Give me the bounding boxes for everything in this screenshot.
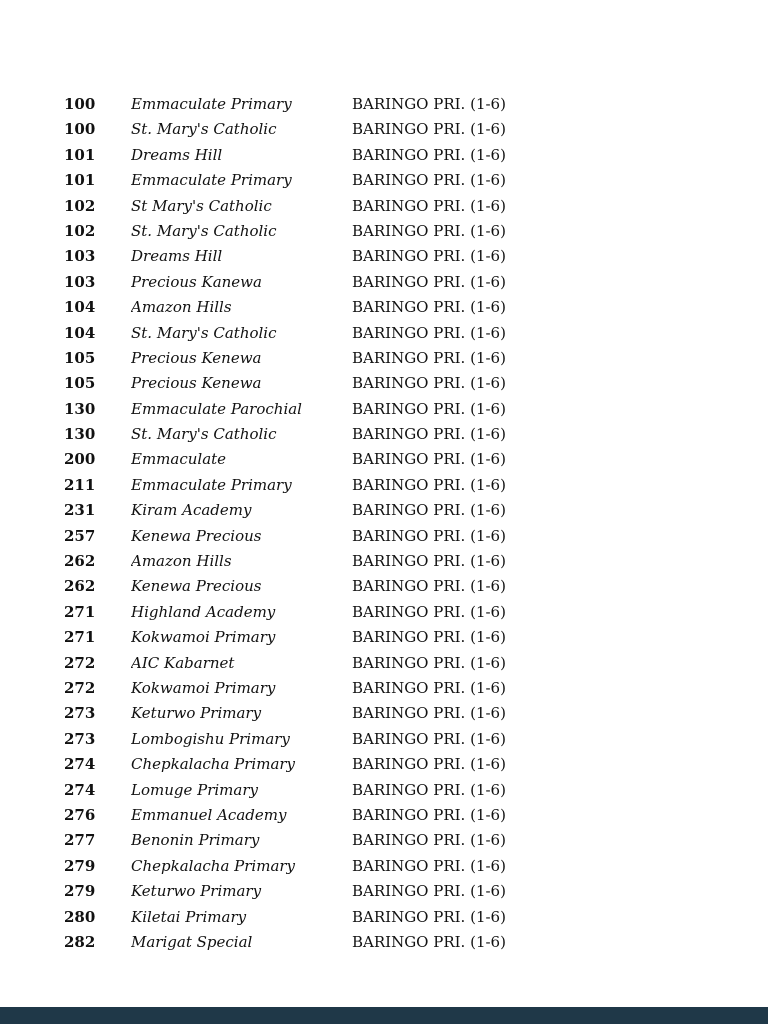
row-code: 276 xyxy=(64,805,96,824)
table-row xyxy=(64,295,728,320)
table-row xyxy=(64,473,728,498)
table-row xyxy=(64,701,728,726)
table-row xyxy=(64,371,728,396)
row-code: 277 xyxy=(64,831,96,850)
row-school-name: Lombogishu Primary xyxy=(131,729,290,748)
table-row xyxy=(64,600,728,625)
row-level: BARINGO PRI. (1-6) xyxy=(352,780,506,799)
row-code: 105 xyxy=(64,348,96,367)
row-code: 262 xyxy=(64,577,96,596)
table-row xyxy=(64,549,728,574)
row-school-name: Dreams Hill xyxy=(131,145,223,164)
row-school-name: Emmanuel Academy xyxy=(131,805,287,824)
school-list-table xyxy=(64,92,728,955)
row-level: BARINGO PRI. (1-6) xyxy=(352,374,506,393)
table-row xyxy=(64,244,728,269)
row-school-name: Amazon Hills xyxy=(131,298,232,317)
row-code: 103 xyxy=(64,247,96,266)
row-level: BARINGO PRI. (1-6) xyxy=(352,831,506,850)
row-school-name: Keturwo Primary xyxy=(131,882,262,901)
table-row xyxy=(64,574,728,599)
row-level: BARINGO PRI. (1-6) xyxy=(352,577,506,596)
row-code: 231 xyxy=(64,501,96,520)
table-row xyxy=(64,397,728,422)
row-level: BARINGO PRI. (1-6) xyxy=(352,120,506,139)
table-row xyxy=(64,422,728,447)
row-school-name: Chepkalacha Primary xyxy=(131,755,296,774)
row-level: BARINGO PRI. (1-6) xyxy=(352,323,506,342)
row-code: 101 xyxy=(64,145,96,164)
row-level: BARINGO PRI. (1-6) xyxy=(352,399,506,418)
row-level: BARINGO PRI. (1-6) xyxy=(352,628,506,647)
row-code: 272 xyxy=(64,678,96,697)
row-code: 279 xyxy=(64,856,96,875)
row-school-name: Precious Kanewa xyxy=(131,272,262,291)
table-row xyxy=(64,727,728,752)
table-row xyxy=(64,498,728,523)
row-code: 105 xyxy=(64,374,96,393)
row-code: 100 xyxy=(64,120,96,139)
row-school-name: Kenewa Precious xyxy=(131,577,262,596)
row-school-name: Kokwamoi Primary xyxy=(131,678,276,697)
table-row xyxy=(64,321,728,346)
row-school-name: Emmaculate Primary xyxy=(131,475,292,494)
row-code: 274 xyxy=(64,780,96,799)
row-school-name: St Mary's Catholic xyxy=(131,196,272,215)
row-school-name: AIC Kabarnet xyxy=(131,653,235,672)
row-school-name: Highland Academy xyxy=(131,602,276,621)
table-row xyxy=(64,270,728,295)
row-level: BARINGO PRI. (1-6) xyxy=(352,729,506,748)
table-row xyxy=(64,219,728,244)
row-level: BARINGO PRI. (1-6) xyxy=(352,552,506,571)
table-row xyxy=(64,854,728,879)
row-school-name: Lomuge Primary xyxy=(131,780,258,799)
row-code: 274 xyxy=(64,755,96,774)
table-row xyxy=(64,879,728,904)
row-level: BARINGO PRI. (1-6) xyxy=(352,602,506,621)
row-school-name: St. Mary's Catholic xyxy=(131,425,277,444)
table-row xyxy=(64,346,728,371)
table-row xyxy=(64,778,728,803)
row-school-name: Keturwo Primary xyxy=(131,704,262,723)
row-school-name: Chepkalacha Primary xyxy=(131,856,296,875)
row-code: 273 xyxy=(64,729,96,748)
row-school-name: Precious Kenewa xyxy=(131,374,262,393)
row-code: 103 xyxy=(64,272,96,291)
row-level: BARINGO PRI. (1-6) xyxy=(352,526,506,545)
row-level: BARINGO PRI. (1-6) xyxy=(352,856,506,875)
table-row xyxy=(64,117,728,142)
row-school-name: Precious Kenewa xyxy=(131,348,262,367)
row-level: BARINGO PRI. (1-6) xyxy=(352,425,506,444)
table-row xyxy=(64,752,728,777)
footer-bar xyxy=(0,1007,768,1024)
row-level: BARINGO PRI. (1-6) xyxy=(352,450,506,469)
row-level: BARINGO PRI. (1-6) xyxy=(352,907,506,926)
table-row xyxy=(64,92,728,117)
row-school-name: St. Mary's Catholic xyxy=(131,120,277,139)
row-level: BARINGO PRI. (1-6) xyxy=(352,348,506,367)
row-school-name: Benonin Primary xyxy=(131,831,260,850)
row-school-name: Marigat Special xyxy=(131,932,253,951)
row-school-name: Kiletai Primary xyxy=(131,907,247,926)
table-row xyxy=(64,905,728,930)
table-row xyxy=(64,143,728,168)
row-level: BARINGO PRI. (1-6) xyxy=(352,247,506,266)
row-level: BARINGO PRI. (1-6) xyxy=(352,678,506,697)
row-code: 104 xyxy=(64,298,96,317)
table-row xyxy=(64,168,728,193)
row-code: 279 xyxy=(64,882,96,901)
row-school-name: Emmaculate Parochial xyxy=(131,399,302,418)
row-code: 102 xyxy=(64,221,96,240)
row-code: 130 xyxy=(64,399,96,418)
table-row xyxy=(64,930,728,955)
row-code: 282 xyxy=(64,932,96,951)
row-code: 200 xyxy=(64,450,96,469)
row-school-name: St. Mary's Catholic xyxy=(131,323,277,342)
row-school-name: Kokwamoi Primary xyxy=(131,628,276,647)
table-row xyxy=(64,676,728,701)
table-row xyxy=(64,803,728,828)
row-code: 102 xyxy=(64,196,96,215)
row-code: 280 xyxy=(64,907,96,926)
row-code: 257 xyxy=(64,526,96,545)
row-code: 262 xyxy=(64,552,96,571)
table-row xyxy=(64,194,728,219)
row-school-name: Emmaculate Primary xyxy=(131,95,292,113)
row-code: 130 xyxy=(64,425,96,444)
row-level: BARINGO PRI. (1-6) xyxy=(352,805,506,824)
table-row xyxy=(64,625,728,650)
row-level: BARINGO PRI. (1-6) xyxy=(352,298,506,317)
row-code: 272 xyxy=(64,653,96,672)
table-row xyxy=(64,828,728,853)
row-level: BARINGO PRI. (1-6) xyxy=(352,272,506,291)
row-code: 104 xyxy=(64,323,96,342)
row-level: BARINGO PRI. (1-6) xyxy=(352,475,506,494)
row-code: 271 xyxy=(64,628,96,647)
row-school-name: Emmaculate xyxy=(131,450,227,469)
table-row xyxy=(64,524,728,549)
table-row xyxy=(64,651,728,676)
row-school-name: St. Mary's Catholic xyxy=(131,221,277,240)
row-code: 271 xyxy=(64,602,96,621)
row-code: 100 xyxy=(64,95,96,113)
row-level: BARINGO PRI. (1-6) xyxy=(352,755,506,774)
row-level: BARINGO PRI. (1-6) xyxy=(352,145,506,164)
row-code: 101 xyxy=(64,171,96,190)
row-school-name: Kiram Academy xyxy=(131,501,252,520)
row-level: BARINGO PRI. (1-6) xyxy=(352,95,506,113)
row-school-name: Kenewa Precious xyxy=(131,526,262,545)
row-level: BARINGO PRI. (1-6) xyxy=(352,221,506,240)
row-level: BARINGO PRI. (1-6) xyxy=(352,653,506,672)
row-school-name: Amazon Hills xyxy=(131,552,232,571)
table-row xyxy=(64,447,728,472)
row-level: BARINGO PRI. (1-6) xyxy=(352,501,506,520)
row-level: BARINGO PRI. (1-6) xyxy=(352,171,506,190)
row-level: BARINGO PRI. (1-6) xyxy=(352,704,506,723)
row-code: 211 xyxy=(64,475,96,494)
row-code: 273 xyxy=(64,704,96,723)
row-level: BARINGO PRI. (1-6) xyxy=(352,196,506,215)
row-level: BARINGO PRI. (1-6) xyxy=(352,932,506,951)
row-school-name: Emmaculate Primary xyxy=(131,171,292,190)
row-level: BARINGO PRI. (1-6) xyxy=(352,882,506,901)
row-school-name: Dreams Hill xyxy=(131,247,223,266)
